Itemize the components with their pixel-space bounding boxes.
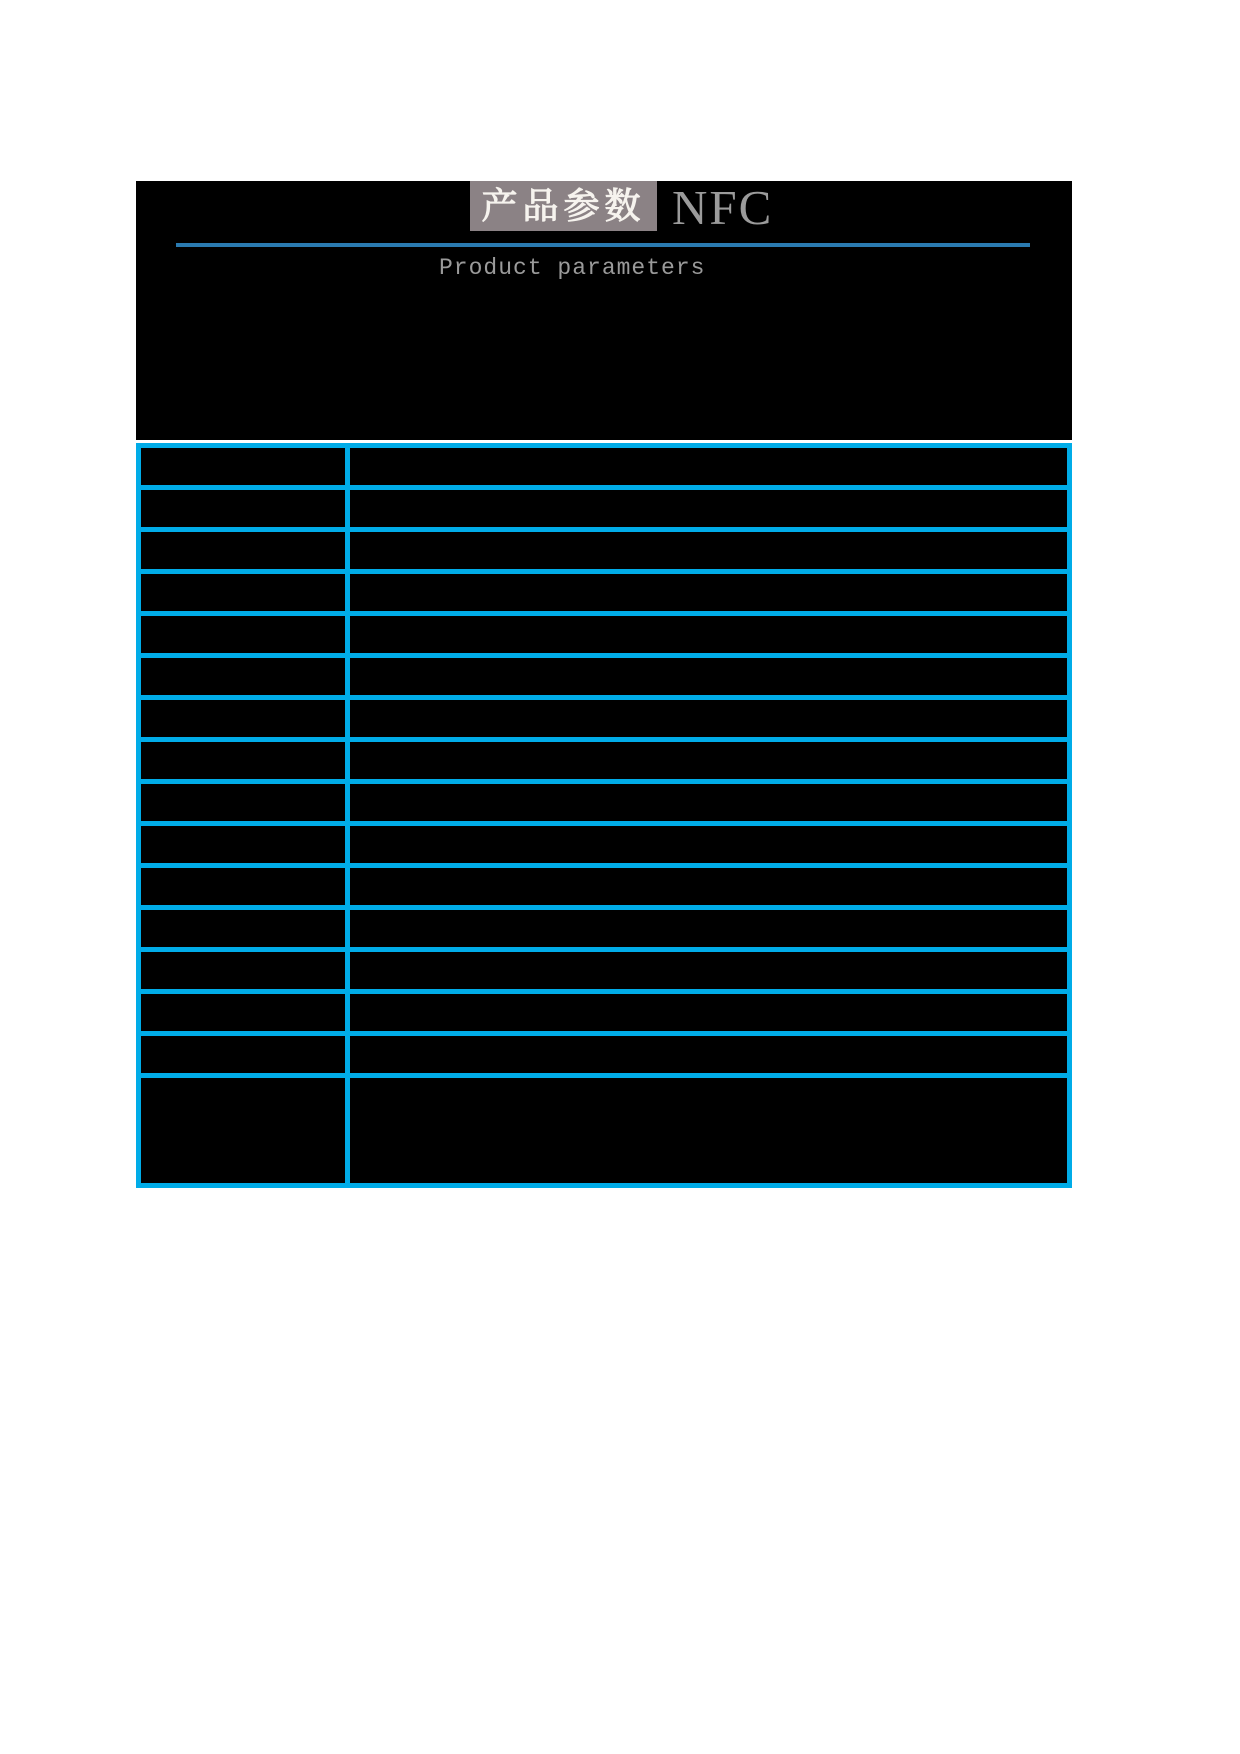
param-name-cell: [141, 868, 345, 905]
param-name-cell: [141, 532, 345, 569]
param-name-cell: [141, 1078, 345, 1183]
param-name-cell: [141, 742, 345, 779]
param-value-cell: [350, 952, 1067, 989]
param-value-cell: [350, 1078, 1067, 1183]
param-value-cell: [350, 616, 1067, 653]
param-value-cell: [350, 574, 1067, 611]
header-divider: [176, 243, 1030, 247]
param-name-cell: [141, 574, 345, 611]
subtitle-text: Product parameters: [439, 255, 706, 281]
param-value-cell: [350, 994, 1067, 1031]
param-name-cell: [141, 952, 345, 989]
param-value-cell: [350, 448, 1067, 485]
product-params-badge: 产品参数: [470, 181, 657, 231]
header-panel: [136, 181, 1072, 440]
param-name-cell: [141, 994, 345, 1031]
param-value-cell: [350, 532, 1067, 569]
param-value-cell: [350, 826, 1067, 863]
spec-table: [136, 443, 1072, 1188]
param-value-cell: [350, 490, 1067, 527]
param-name-cell: [141, 448, 345, 485]
param-value-cell: [350, 910, 1067, 947]
param-value-cell: [350, 1036, 1067, 1073]
param-name-cell: [141, 910, 345, 947]
param-name-cell: [141, 826, 345, 863]
param-value-cell: [350, 700, 1067, 737]
param-name-cell: [141, 490, 345, 527]
param-name-cell: [141, 658, 345, 695]
param-value-cell: [350, 784, 1067, 821]
param-value-cell: [350, 742, 1067, 779]
param-name-cell: [141, 784, 345, 821]
param-name-cell: [141, 1036, 345, 1073]
brand-text: NFC: [672, 180, 774, 235]
param-value-cell: [350, 868, 1067, 905]
param-name-cell: [141, 616, 345, 653]
param-name-cell: [141, 700, 345, 737]
param-value-cell: [350, 658, 1067, 695]
